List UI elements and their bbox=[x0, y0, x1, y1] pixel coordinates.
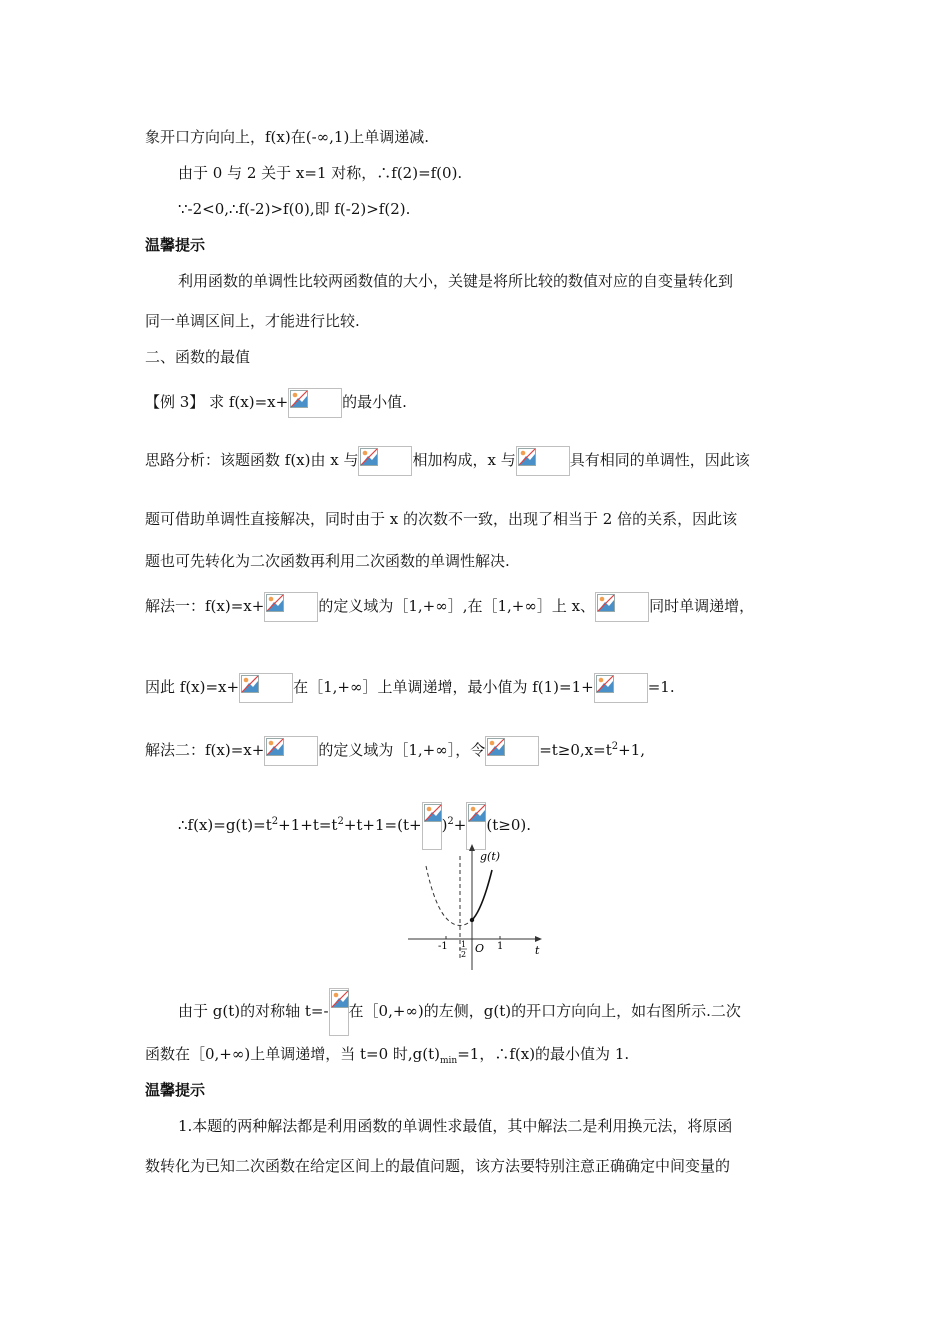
text-line: 利用函数的单调性比较两函数值的大小，关键是将所比较的数值对应的自变量转化到 bbox=[178, 272, 734, 290]
text-line: 象开口方向向上，f(x)在(-∞,1)上单调递减. bbox=[145, 128, 430, 146]
tick-label-neg1: -1 bbox=[438, 941, 448, 952]
tick-label-half-num: 1 bbox=[461, 940, 467, 949]
solution-line: 由于 g(t)的对称轴 t=- 在［0,+∞)的左侧，g(t)的开口方向向上，如右图所示.二次 bbox=[178, 988, 741, 1036]
example-label: 【例 3】 求 f(x)=x+ bbox=[145, 393, 289, 411]
solution-line: 函数在［0,+∞)上单调递增，当 t=0 时$,g(t)_{min}=1$，∴f(x)的最小值为 1. bbox=[145, 1045, 630, 1066]
example-line: 【例 3】 求 f(x)=x+ 的最小值. bbox=[145, 388, 407, 418]
tick-label-half-den: 2 bbox=[461, 950, 467, 959]
broken-image-icon bbox=[264, 592, 318, 622]
y-axis-label: g(t) bbox=[480, 850, 501, 863]
broken-image-icon bbox=[239, 673, 293, 703]
start-point bbox=[470, 918, 474, 922]
broken-image-icon bbox=[485, 736, 539, 766]
broken-image-icon bbox=[595, 592, 649, 622]
x-axis-label: t bbox=[535, 944, 540, 957]
text-line: ∵-2<0,∴f(-2)>f(0),即 f(-2)>f(2). bbox=[178, 200, 411, 218]
text-line: 1.本题的两种解法都是利用函数的单调性求最值，其中解法二是利用换元法，将原函 bbox=[178, 1117, 733, 1135]
text-line: 数转化为已知二次函数在给定区间上的最值问题，该方法要特别注意正确确定中间变量的 bbox=[145, 1157, 731, 1175]
broken-image-icon bbox=[288, 388, 342, 418]
solution-line: 解法二：f(x)=x+ 的定义域为［1,+∞］，令 $=t\ge 0,x=t^2+1$, bbox=[145, 736, 645, 766]
solution-line: 解法一：f(x)=x+ 的定义域为［1,+∞］,在［1,+∞］上 x、 同时单调递增， bbox=[145, 592, 754, 622]
parabola-solid-part bbox=[472, 870, 492, 920]
broken-image-icon bbox=[594, 673, 648, 703]
broken-image-icon bbox=[264, 736, 318, 766]
text-line: 题可借助单调性直接解决，同时由于 x 的次数不一致，出现了相当于 2 倍的关系，因此该 bbox=[145, 510, 738, 528]
origin-label: O bbox=[475, 942, 485, 955]
tick-label-pos1: 1 bbox=[497, 941, 504, 952]
analysis-line: 思路分析：该题函数 f(x)由 x 与 相加构成，x 与 具有相同的单调性，因此该 bbox=[145, 446, 750, 476]
tip-heading: 温馨提示 bbox=[145, 236, 206, 254]
solution-line: 因此 f(x)=x+ 在［1,+∞］上单调递增，最小值为 f(1)=1+ =1. bbox=[145, 673, 675, 703]
text-line: 由于 0 与 2 关于 x=1 对称，∴f(2)=f(0). bbox=[178, 164, 463, 182]
parabola-graph bbox=[400, 838, 550, 978]
parabola-dashed-part bbox=[426, 866, 472, 926]
y-axis-arrow bbox=[469, 844, 475, 851]
section-heading: 二、函数的最值 bbox=[145, 348, 251, 366]
text-line: 题也可先转化为二次函数再利用二次函数的单调性解决. bbox=[145, 552, 510, 570]
broken-image-icon bbox=[516, 446, 570, 476]
broken-image-icon bbox=[329, 988, 349, 1036]
solution-line: $\therefore f(x)=g(t)=t^2+1+t=t^2+t+1=(t+$ )$^2$+ (t≥0). bbox=[178, 802, 531, 850]
broken-image-icon bbox=[358, 446, 412, 476]
x-axis-arrow bbox=[535, 936, 542, 942]
text-line: 同一单调区间上，才能进行比较. bbox=[145, 312, 360, 330]
tip-heading: 温馨提示 bbox=[145, 1081, 206, 1099]
